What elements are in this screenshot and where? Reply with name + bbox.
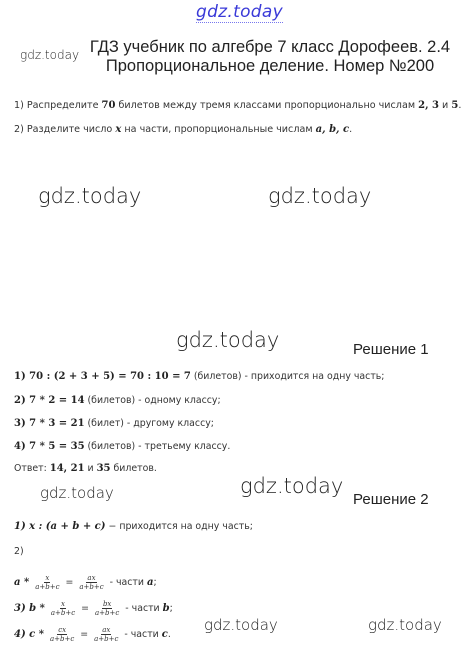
watermark-top: gdz.today xyxy=(196,2,283,22)
solution-1-line-1 xyxy=(14,371,384,382)
task-2-text: . xyxy=(349,124,353,135)
solution-line-text: (билетов) - приходится на одну часть; xyxy=(190,371,385,382)
solution-2-row-a xyxy=(14,574,157,591)
task-1-text: и xyxy=(439,100,452,111)
watermark: gdz.today xyxy=(368,616,442,634)
answer-value: 35 xyxy=(96,463,111,474)
task-2-variable: x xyxy=(115,124,122,135)
fraction xyxy=(49,626,75,643)
fraction-denominator: a+b+c xyxy=(94,635,119,643)
fraction-denominator: a+b+c xyxy=(35,583,60,591)
watermark: gdz.today xyxy=(176,328,280,352)
solution-1-answer xyxy=(14,463,157,474)
watermark: gdz.today xyxy=(40,484,114,502)
solution-1-line-2 xyxy=(14,395,221,406)
solution-1-line-4 xyxy=(14,441,230,452)
equals-sign: = xyxy=(80,629,89,640)
fraction-numerator: x xyxy=(45,574,50,582)
row-lead: 3) b * xyxy=(14,603,45,614)
task-1-text: билетов между тремя классами пропорционально числам xyxy=(115,100,419,111)
solution-2-line-1 xyxy=(14,521,253,532)
row-text: . xyxy=(167,629,171,640)
solution-line-math: 1) x : (a + b + c) xyxy=(14,521,106,532)
watermark: gdz.today xyxy=(204,616,278,634)
equals-sign: = xyxy=(81,603,90,614)
watermark: gdz.today xyxy=(240,474,344,498)
row-lead: 4) c * xyxy=(14,629,44,640)
fraction-denominator: a+b+c xyxy=(50,609,76,617)
fraction-denominator: a+b+c xyxy=(79,583,104,591)
task-2-text: на части, пропорциональные числам xyxy=(121,124,316,135)
row-text: - части xyxy=(109,577,147,588)
fraction xyxy=(34,574,60,591)
fraction-numerator: ax xyxy=(87,574,96,582)
equals-sign: = xyxy=(65,577,74,588)
answer-text: билетов. xyxy=(110,463,157,474)
row-variable: b xyxy=(162,603,170,614)
solution-line-text: − приходится на одну часть; xyxy=(105,521,253,532)
answer-text: и xyxy=(84,463,97,474)
task-1-numbers: 2, 3 xyxy=(418,100,439,111)
title-line-2: Пропорциональное деление. Номер №200 xyxy=(105,57,435,75)
solution-line-math: 1) 70 : (2 + 3 + 5) = 70 : 10 = 7 xyxy=(14,371,191,382)
task-1-text: 1) Распределите xyxy=(14,100,102,111)
solution-line-text: (билет) - другому классу; xyxy=(84,418,214,429)
solution-line-math: 2) 7 * 2 = 14 xyxy=(14,395,85,406)
task-1-text: . xyxy=(458,100,462,111)
answer-values: 14, 21 xyxy=(49,463,85,474)
row-variable: a xyxy=(146,577,154,588)
solution-line-math: 3) 7 * 3 = 21 xyxy=(14,418,85,429)
solution-1-line-3 xyxy=(14,418,214,429)
task-2 xyxy=(14,124,352,135)
fraction-numerator: bx xyxy=(102,600,112,608)
solution-line-text: (билетов) - одному классу; xyxy=(84,395,221,406)
watermark-left-small: gdz.today xyxy=(20,48,80,62)
page-title xyxy=(70,38,470,76)
fraction xyxy=(94,600,120,617)
solution-2-row-b xyxy=(14,600,173,617)
title-line-1: ГДЗ учебник по алгебре 7 класс Дорофеев. 2.4 xyxy=(89,38,451,56)
row-text: ; xyxy=(153,577,157,588)
row-text: - части xyxy=(125,603,163,614)
fraction-numerator: ax xyxy=(102,626,111,634)
row-text: ; xyxy=(169,603,173,614)
fraction xyxy=(93,626,119,643)
fraction-denominator: a+b+c xyxy=(95,609,120,617)
task-2-text: 2) Разделите число xyxy=(14,124,116,135)
watermark: gdz.today xyxy=(268,184,372,208)
fraction xyxy=(50,600,76,617)
solution-line-math: 4) 7 * 5 = 35 xyxy=(14,441,85,452)
task-1 xyxy=(14,100,461,111)
fraction xyxy=(78,574,104,591)
answer-label: Ответ: xyxy=(14,463,50,474)
solution-1-heading: Решение 1 xyxy=(353,341,429,358)
watermark: gdz.today xyxy=(38,184,142,208)
row-text: - части xyxy=(124,629,162,640)
fraction-numerator: cx xyxy=(58,626,67,634)
solution-2-row-c xyxy=(14,626,171,643)
fraction-denominator: a+b+c xyxy=(49,635,75,643)
row-lead: a * xyxy=(14,577,30,588)
solution-2-line-2: 2) xyxy=(14,546,24,557)
solution-line-text: (билетов) - третьему классу. xyxy=(84,441,231,452)
task-1-number: 70 xyxy=(101,100,116,111)
task-2-variables: a, b, c xyxy=(315,124,350,135)
solution-2-heading: Решение 2 xyxy=(353,491,429,508)
fraction-numerator: x xyxy=(61,600,65,608)
task-1-number: 5 xyxy=(451,100,459,111)
row-variable: c xyxy=(161,629,168,640)
